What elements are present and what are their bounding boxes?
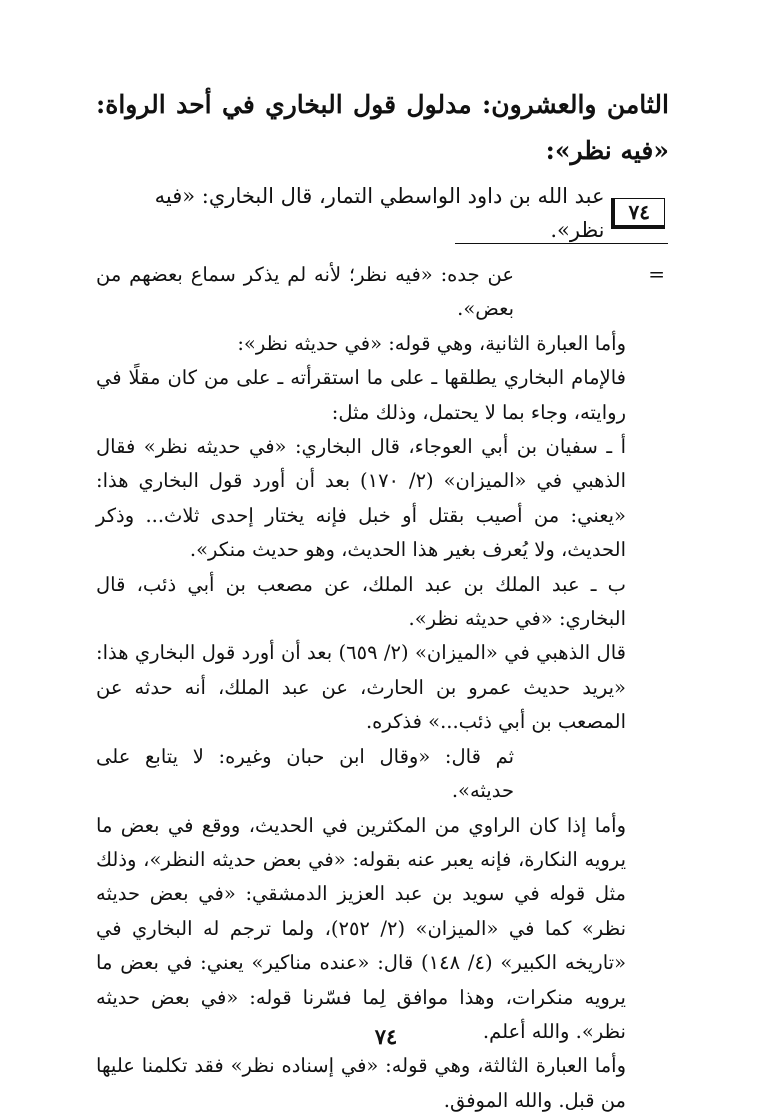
paragraph: ثم قال: «وقال ابن حبان وغيره: لا يتابع على حديثه». xyxy=(96,744,514,803)
paragraph: فالإمام البخاري يطلقها ـ على ما استقرأته ـ على من كان مقلًا في روايته، وجاء بما لا يحتمل، وذلك مثل: xyxy=(96,366,626,424)
entry-text: عبد الله بن داود الواسطي التمار، قال البخاري: «فيه نظر». xyxy=(154,184,605,242)
narrator-entry xyxy=(120,179,665,247)
paragraph: وأما إذا كان الراوي من المكثرين في الحديث، ووقع في بعض ما يرويه النكارة، فإنه يعبر عنه بقوله: «في بعض حديثه النظر»، وذلك مثل قوله في سويد بن عبد العزيز الدمشقي: «في بعض حديثه نظر» كما في «الميزان» (٢/ ٢٥٢)، ولما ترجم له البخاري في «تاريخه الكبير» (٤/ ١٤٨) قال: «عنده مناكير» يعني: في بعض ما يرويه منكرات، وهذا موافق لِما فسّرنا قوله: «في بعض حديثه نظر». والله أعلم. xyxy=(96,813,626,1043)
continuation-mark: = xyxy=(648,262,665,286)
entry-number-box: ٧٤ xyxy=(611,198,665,229)
section-heading: الثامن والعشرون: مدلول قول البخاري في أحد الرواة: «فيه نظر»: xyxy=(96,90,669,165)
paragraph: أ ـ سفيان بن أبي العوجاء، قال البخاري: «في حديثه نظر» فقال الذهبي في «الميزان» (٢/ ١٧٠) بعد أن أورد قول البخاري هذا: «يعني: من أصيب بقتل أو خبل فإنه يختار إحدى ثلاث... وذكر الحديث، ولا يُعرف بغير هذا الحديث، وهو حديث منكر». xyxy=(96,435,626,562)
paragraph: وأما العبارة الثالثة، وهي قوله: «في إسناده نظر» فقد تكلمنا عليها من قبل. والله الموفق. xyxy=(96,1054,626,1112)
paragraph: قال الذهبي في «الميزان» (٢/ ٦٥٩) بعد أن أورد قول البخاري هذا: «يريد حديث عمرو بن الحارث، عن عبد الملك، أنه حدثه عن المصعب بن أبي ذئب...» فذكره. xyxy=(96,641,626,734)
footnote-text xyxy=(96,258,626,1118)
paragraph: وأما العبارة الثانية، وهي قوله: «في حديثه نظر»: xyxy=(237,331,626,355)
paragraph: عن جده: «فيه نظر؛ لأنه لم يذكر سماع بعضهم من بعض». xyxy=(96,263,514,321)
page-number: ٧٤ xyxy=(374,1024,398,1049)
footnote-separator xyxy=(455,243,668,244)
paragraph: ب ـ عبد الملك بن عبد الملك، عن مصعب بن أبي ذئب، قال البخاري: «في حديثه نظر». xyxy=(96,572,626,631)
